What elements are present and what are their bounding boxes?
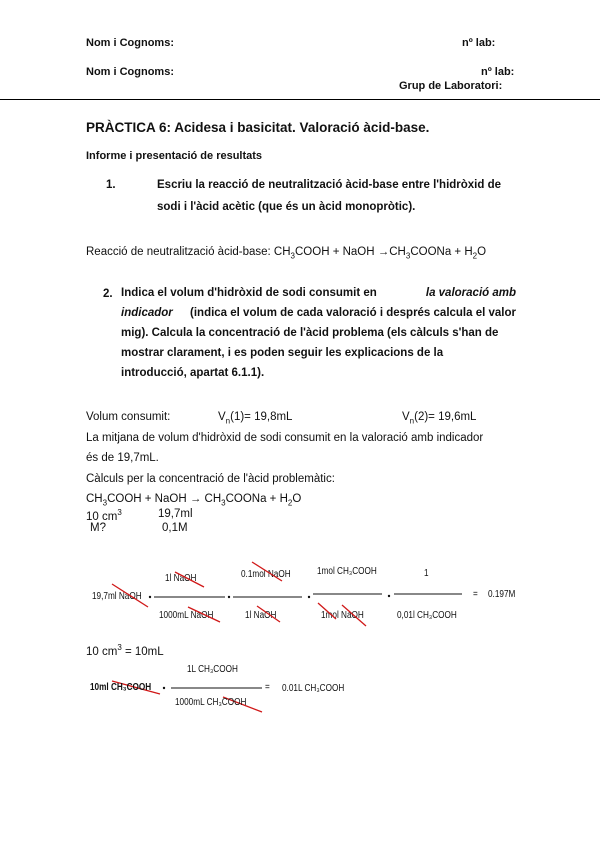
calc1-result: 0.197M [488, 589, 516, 600]
calc2-equals: = [265, 682, 270, 693]
volum-label: Volum consumit: [86, 411, 171, 423]
name-label-2: Nom i Cognoms: [86, 66, 174, 78]
calc2-result: 0.01L CH₃COOH [282, 683, 345, 694]
calc1-dot [308, 596, 310, 598]
q1-number: 1. [106, 179, 116, 191]
calc2-dot [163, 687, 165, 689]
calc1-dot [149, 596, 151, 598]
calc1-f3-num: 1mol CH₃COOH [317, 566, 377, 577]
calc1-f1-num: 1l NaOH [165, 573, 197, 584]
row1-left: 10 $cm^3$ [86, 508, 122, 523]
reaction-line: Reacció de neutralització àcid-base: $CH_3COOH$ + NaOH $\to CH_3COONa + H_2O$ [86, 246, 487, 261]
name-label-1: Nom i Cognoms: [86, 37, 174, 49]
page-title: PRÀCTICA 6: Acidesa i basicitat. Valoració àcid-base. [86, 120, 430, 135]
conversion-line: 10 $cm^3 = 10mL$ [86, 643, 164, 658]
volume-1: $V_n(1)= 19,8mL$ [218, 411, 293, 426]
calc2-num: 1L CH₃COOH [187, 664, 238, 675]
volume-2: $V_n(2)= 19,6mL$ [402, 411, 477, 426]
calc1-dot [228, 596, 230, 598]
row2-right: 0,1M [162, 522, 188, 534]
mitjana-line1: La mitjana de volum d'hidròxid de sodi consumit en la valoració amb indicador [86, 432, 484, 444]
mitjana-line2: és de 19,7mL. [86, 452, 159, 464]
row1-right: 19,7ml [158, 508, 193, 520]
calc1-f1-den: 1000mL NaOH [159, 610, 214, 621]
calc1-dot [388, 595, 390, 597]
calc1-f4-num: 1 [424, 568, 429, 579]
calculs-label: Càlculs per la concentració de l'àcid problemàtic: [86, 473, 335, 485]
row2-left: M? [90, 522, 106, 534]
q2-number: 2. [103, 288, 113, 300]
group-label: Grup de Laboratori: [399, 80, 503, 92]
strike-f2-num [252, 562, 282, 581]
calc1-f3-den: 1mol NaOH [321, 610, 364, 621]
q2-text: Indica el volum d'hidròxid de sodi consumit en la valoració amb indicador (indica el volum de cada valoració i després calcula el valor mig). Calcula la concentració de l'àcid problema (els càlculs s'han de mostrar clarament, i es poden seguir les explicacions de la introducció, apartat 6.1.1). [121, 287, 516, 379]
calc2-den: 1000mL CH₃COOH [175, 697, 247, 708]
lab-label-2: nº lab: [481, 66, 515, 78]
strike-lead [112, 584, 148, 607]
lab-label-1: nº lab: [462, 37, 496, 49]
strike-f3-den-a [318, 603, 336, 619]
q1-line1: Escriu la reacció de neutralització àcid-base entre l'hidròxid de [157, 179, 502, 191]
strike-f2-den [257, 606, 280, 622]
strike-f1-num [175, 572, 204, 587]
calc1-equals: = [473, 589, 478, 600]
strike-f3-den-b [342, 605, 366, 626]
q1-line2: sodi i l'àcid acètic (que és un àcid monopròtic). [157, 201, 416, 213]
equation-line: $CH_3COOH$ + NaOH → $CH_3COONa + H_2O$ [86, 493, 302, 508]
calc1-f2-den: 1l NaOH [245, 610, 277, 621]
calc2-lead: 10ml CH₃COOH [90, 682, 152, 693]
calc1-f2-num: 0.1mol NaOH [241, 569, 291, 580]
calc1-f4-den: 0,01l CH₃COOH [397, 610, 457, 621]
subtitle: Informe i presentació de resultats [86, 150, 263, 162]
calc1-lead: 19,7ml NaOH [92, 591, 142, 602]
strike-f1-den [188, 607, 220, 622]
